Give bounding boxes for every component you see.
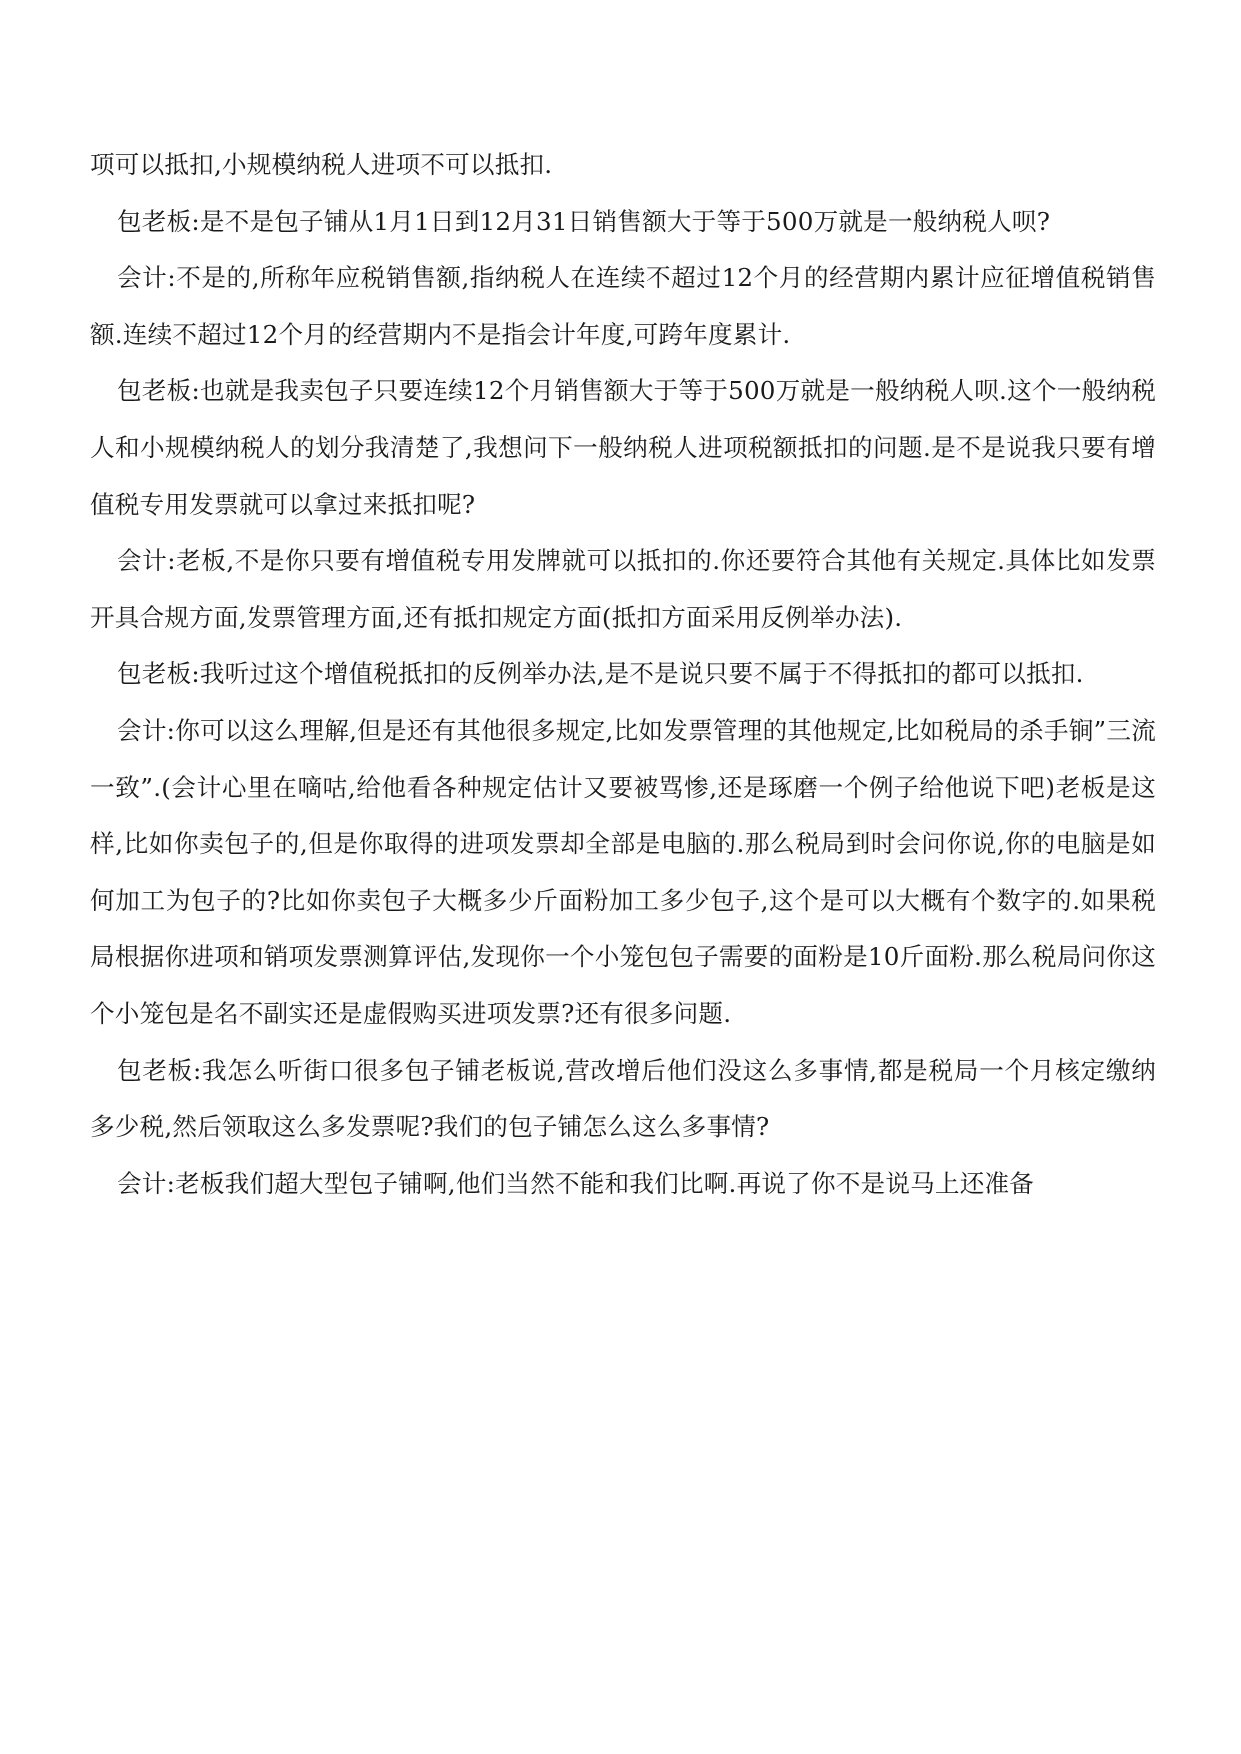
paragraph: 包老板:也就是我卖包子只要连续12个月销售额大于等于500万就是一般纳税人呗.这个一般纳税人和小规模纳税人的划分我清楚了,我想问下一般纳税人进项税额抵扣的问题.是不是说我只要有增值税专用发票就可以拿过来抵扣呢?: [90, 376, 1156, 519]
paragraph: 包老板:我怎么听街口很多包子铺老板说,营改增后他们没这么多事情,都是税局一个月核定缴纳多少税,然后领取这么多发票呢?我们的包子铺怎么这么多事情?: [90, 1055, 1156, 1142]
paragraph: 会计:老板,不是你只要有增值税专用发牌就可以抵扣的.你还要符合其他有关规定.具体比如发票开具合规方面,发票管理方面,还有抵扣规定方面(抵扣方面采用反例举办法).: [90, 546, 1156, 632]
paragraph: 包老板:是不是包子铺从1月1日到12月31日销售额大于等于500万就是一般纳税人呗?: [117, 206, 1051, 236]
paragraph: 包老板:我听过这个增值税抵扣的反例举办法,是不是说只要不属于不得抵扣的都可以抵扣.: [117, 659, 1084, 689]
document-page: [90, 137, 1156, 1212]
paragraph: 会计:你可以这么理解,但是还有其他很多规定,比如发票管理的其他规定,比如税局的杀手锏”三流一致”.(会计心里在嘀咕,给他看各种规定估计又要被骂惨,还是琢磨一个例子给他说下吧)老板是这样,比如你卖包子的,但是你取得的进项发票却全部是电脑的.那么税局到时会问你说,你的电脑是如何加工为包子的?比如你卖包子大概多少斤面粉加工多少包子,这个是可以大概有个数字的.如果税局根据你进项和销项发票测算评估,发现你一个小笼包包子需要的面粉是10斤面粉.那么税局问你这个小笼包是名不副实还是虚假购买进项发票?还有很多问题.: [90, 715, 1156, 1028]
dialogue-text: [90, 137, 1156, 1212]
paragraph: 会计:老板我们超大型包子铺啊,他们当然不能和我们比啊.再说了你不是说马上还准备: [117, 1168, 1035, 1198]
paragraph: 项可以抵扣,小规模纳税人进项不可以抵扣.: [90, 150, 553, 179]
paragraph: 会计:不是的,所称年应税销售额,指纳税人在连续不超过12个月的经营期内累计应征增值税销售额.连续不超过12个月的经营期内不是指会计年度,可跨年度累计.: [90, 263, 1156, 349]
